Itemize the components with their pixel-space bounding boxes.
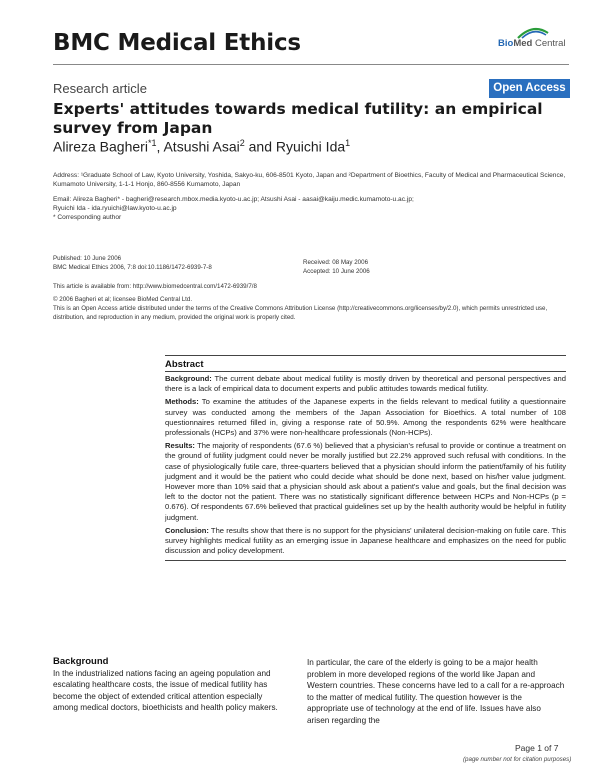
- received-date: Received: 08 May 2006: [303, 259, 369, 266]
- author-affiliation: *1: [147, 138, 157, 148]
- author-name[interactable]: Alireza Bagheri: [53, 138, 148, 155]
- author-list: Alireza Bagheri$^{*1}$, Atsushi Asai$^2$ and Ryuichi Ida$^1$: [53, 138, 351, 155]
- page-number-note: (page number not for citation purposes): [463, 756, 572, 763]
- article-type: Research article: [53, 81, 147, 96]
- body-paragraph: In particular, the care of the elderly is going to be a major health problem in more developed regions of the world like Japan and Western countries. These concerns have led to a call for a re-approach to the matter of medical futility. The question however is the appropriate use of technology at the end of life. Issues have also arisen regarding the: [307, 658, 565, 725]
- abstract-methods: Methods: To examine the attitudes of the Japanese experts in the fields relevant to medical futility a questionnaire survey was conducted among the members of the Japan Association for Bioethics. A total number of 108 questionnaires returned filled in, giving a response rate of 50.9%. Among the respondents 62% were healthcare professionals (HCPs) and 37% were non-healthcare professionals (Non-HCPs).: [165, 397, 566, 438]
- author-name[interactable]: Atsushi Asai: [163, 138, 240, 155]
- biomed-central-logo: [498, 34, 568, 52]
- section-heading-background: Background: [53, 656, 109, 667]
- journal-title: BMC Medical Ethics: [53, 30, 301, 56]
- author-emails: [53, 195, 573, 213]
- accepted-date: Accepted: 10 June 2006: [303, 268, 370, 275]
- abstract-conclusion: Conclusion: The results show that there is no support for the physicians' unilateral decision-making on futile care. This survey highlights medical futility as an emerging issue in Japanese healthcare and emphasizes on the need for public discussion and policy development.: [165, 525, 566, 556]
- body-right-column: [307, 657, 565, 726]
- email-line[interactable]: Email: Alireza Bagheri* - bagheri@research.mbox.media.kyoto-u.ac.jp; Atsushi Asai - aasai@kaiju.medic.kumamoto-u.ac.jp;: [53, 196, 414, 203]
- author-name[interactable]: Ryuichi Ida: [275, 138, 346, 155]
- publisher-name: BioMed Central: [498, 38, 566, 49]
- header-divider: [53, 64, 569, 65]
- abstract-background: Background: The current debate about medical futility is mostly driven by theoretical and personal perspectives and there is a lack of empirical data to document experts and public attitudes towards medical futility.: [165, 374, 566, 394]
- body-paragraph: In the industrialized nations facing an ageing population and escalating healthcare costs, the issue of medical futility has become the object of extended critical attention especially among medical doctors, bioethicists and health policy makers.: [53, 668, 278, 712]
- copyright-notice: © 2006 Bagheri et al; licensee BioMed Central Ltd.: [53, 296, 193, 303]
- email-line[interactable]: Ryuichi Ida - ida.ryuichi@law.kyoto-u.ac.jp: [53, 205, 177, 212]
- abstract-results: Results: The majority of respondents (67.6 %) believed that a physician's refusal to provide or continue a treatment on the ground of futility judgment could never be morally justified but 22.2% approved such refusal with conditions. In the case of physiologically futile care, three-quarters believed that a physician should inform the patient/family of his futility judgment and it would be the patient who could decide what should be done next, based on his/her value judgment. However more than 10% said that a physician should ask about a patient's value and goals, but the final decision was left to the doctor not the patient. There was no statistically significant difference between HCPs and Non-HCPs (p = 0.676). Of respondents 67.6% believed that practical guidelines set up by the health authority would be helpful in futility judgment.: [165, 441, 566, 522]
- article-title: Experts' attitudes towards medical futility: an empirical survey from Japan: [53, 100, 543, 137]
- author-address: Address: ¹Graduate School of Law, Kyoto University, Yoshida, Sakyo-ku, 606-8501 Kyoto, Japan and ²Department of Bioethics, Faculty of Medical and Pharmaceutical Science, Kumamoto University, 1-1-1 Honjo, 860-8556 Kumamoto, Japan: [53, 172, 566, 188]
- publication-info: [53, 254, 293, 272]
- license-notice: This is an Open Access article distributed under the terms of the Creative Commons Attribution License (http://creativecommons.org/licenses/by/2.0), which permits unrestricted use, distribution, and reproduction in any medium, provided the original work is properly cited.: [53, 305, 548, 321]
- abstract-heading: Abstract: [165, 359, 204, 370]
- open-access-badge: Open Access: [489, 79, 570, 98]
- corresponding-author-note: * Corresponding author: [53, 214, 122, 221]
- author-affiliation: 1: [345, 138, 351, 148]
- author-affiliation: 2: [239, 138, 245, 148]
- review-dates: [303, 258, 503, 276]
- citation-doi: BMC Medical Ethics 2006, 7:8 doi:10.1186/1472-6939-7-8: [53, 264, 212, 271]
- page-number: Page 1 of 7: [515, 743, 559, 753]
- published-date: Published: 10 June 2006: [53, 255, 122, 262]
- logo-arc-icon: [516, 25, 550, 39]
- article-url[interactable]: This article is available from: http://www.biomedcentral.com/1472-6939/7/8: [53, 283, 257, 290]
- body-left-column: [53, 656, 289, 714]
- abstract-box: [165, 355, 566, 561]
